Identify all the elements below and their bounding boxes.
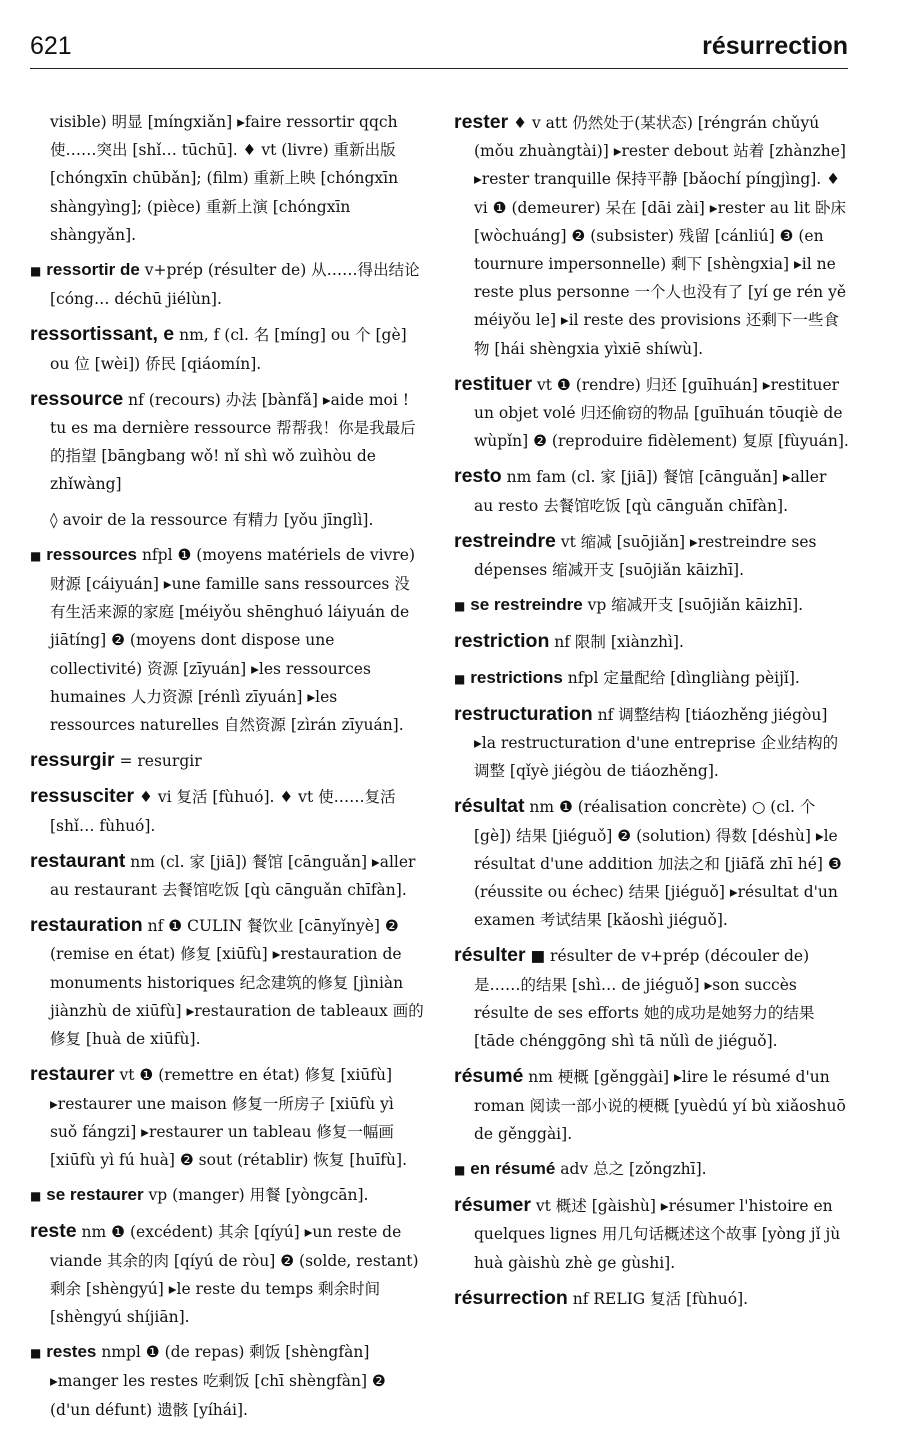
page-header: [30, 32, 848, 69]
dictionary-entry: [454, 527, 849, 584]
dictionary-entry: [454, 108, 849, 363]
entry-text: ◊ avoir de la ressource 有精力 [yǒu jīnglì].: [50, 510, 374, 529]
entry-headword: résulter: [454, 944, 526, 967]
dictionary-entry: [30, 746, 425, 775]
dictionary-entry: [30, 320, 425, 377]
entry-text: nm ❶ (excédent) 其余 [qíyú] ▸un reste de viande 其余的肉 [qíyú de ròu] ❷ (solde, restant) 剩余 [shèngyú] ▸le reste du temps 剩余时间 [shèngyú shíjiān].: [50, 1223, 419, 1326]
dictionary-subentry: [454, 664, 849, 693]
dictionary-idiom: [30, 506, 425, 534]
entry-text: vp (manger) 用餐 [yòngcān].: [143, 1186, 369, 1205]
dictionary-subentry: [30, 1181, 425, 1210]
square-bullet-icon: ■: [454, 599, 466, 614]
entry-text: v+prép (résulter de) 从……得出结论 [cóng… déchū jiélùn].: [50, 261, 420, 309]
entry-headword: reste: [30, 1220, 77, 1243]
subentry-word: ressources: [46, 544, 138, 564]
entry-text: nm, f (cl. 名 [míng] ou 个 [gè] ou 位 [wèi]) 侨民 [qiáomín].: [50, 326, 407, 373]
entry-headword: restauration: [30, 914, 143, 937]
entry-text: nf 调整结构 [tiáozhěng jiégòu] ▸la restructuration d'une entreprise 企业结构的调整 [qǐyè jiégòu de tiáozhěng].: [474, 705, 839, 781]
running-head: résurrection: [702, 32, 848, 60]
dictionary-entry: [30, 782, 425, 839]
page-number: 621: [30, 32, 72, 60]
entry-text: = resurgir: [114, 752, 202, 771]
entry-text: vp 缩减开支 [suōjiǎn kāizhī].: [582, 596, 804, 615]
entry-text: ♦ v att 仍然处于(某状态) [réngrán chǔyú (mǒu zhuàngtài)] ▸rester debout 站着 [zhànzhe] ▸rester tranquille 保持平静 [bǎochí píngjìng]. ♦ vi ❶ (demeurer) 呆在 [dāi zài] ▸rester au lit 卧床 [wòchuáng] ❷ (subsister) 残留 [cánliú] ❸ (en tournure impersonnelle) 剩下 [shèngxia] ▸il ne reste plus personne 一个人也没有了 [yí ge rén yě méiyǒu le] ▸il reste des provisions 还剩下一些食物 [hái shèngxia yìxiē shíwù].: [474, 114, 847, 358]
entry-headword: ressurgir: [30, 749, 115, 772]
entry-headword: ressortissant, e: [30, 323, 175, 346]
dictionary-entry: [454, 462, 849, 519]
subentry-word: se restaurer: [46, 1185, 144, 1205]
entry-text: ■ résulter de v+prép (découler de) 是……的结果 [shì… de jiéguǒ] ▸son succès résulte de ses efforts 她的成功是她努力的结果 [tāde chénggōng shì tā nǔlì de jiéguǒ].: [474, 947, 815, 1051]
entry-headword: rester: [454, 111, 509, 133]
square-bullet-icon: ■: [30, 1346, 42, 1361]
entry-headword: résultat: [454, 795, 525, 818]
entry-headword: ressource: [30, 387, 124, 410]
dictionary-entry: [454, 1191, 849, 1277]
entry-text: nm fam (cl. 家 [jiā]) 餐馆 [cānguǎn] ▸aller au resto 去餐馆吃饭 [qù cānguǎn chīfàn].: [474, 468, 827, 515]
dictionary-subentry: [454, 591, 849, 620]
dictionary-entry: [30, 847, 425, 904]
entry-text: nm ❶ (réalisation concrète) ○ (cl. 个 [gè]) 结果 [jiéguǒ] ❷ (solution) 得数 [déshù] ▸le résultat d'une addition 加法之和 [jiāfǎ zhī hé] ❸ (réussite ou échec) 结果 [jiéguǒ] ▸résultat d'un examen 考试结果 [kǎoshì jiéguǒ].: [474, 798, 842, 930]
dictionary-entry: [454, 627, 849, 656]
entry-headword: résurrection: [454, 1286, 568, 1309]
entry-text: vt 概述 [gàishù] ▸résumer l'histoire en quelques lignes 用几句话概述这个故事 [yòng jǐ jù huà gàishù zhè ge gùshi].: [474, 1197, 841, 1272]
dictionary-entry: [30, 1060, 425, 1174]
entry-text: nm 梗概 [gěnggài] ▸lire le résumé d'un roman 阅读一部小说的梗概 [yuèdú yí bù xiǎoshuō de gěnggài].: [474, 1068, 846, 1143]
subentry-word: en résumé: [470, 1158, 556, 1178]
dictionary-entry: [454, 941, 849, 1055]
right-column: [454, 108, 849, 1320]
entry-text: visible) 明显 [míngxiǎn] ▸faire ressortir qqch 使……突出 [shǐ… tūchū]. ♦ vt (livre) 重新出版 [chóngxīn chūbǎn]; (film) 重新上映 [chóngxīn shàngyìng]; (pièce) 重新上演 [chóngxīn shàngyǎn].: [50, 113, 399, 244]
square-bullet-icon: ■: [454, 1162, 466, 1177]
dictionary-entry: [454, 792, 849, 934]
entry-headword: résumé: [454, 1065, 524, 1088]
entry-text: nmpl ❶ (de repas) 剩饭 [shèngfàn] ▸manger les restes 吃剩饭 [chī shèngfàn] ❷ (d'un défunt) 遗骸 [yíhái].: [50, 1343, 386, 1419]
entry-text: nf ❶ CULIN 餐饮业 [cānyǐnyè] ❷ (remise en état) 修复 [xiūfù] ▸restauration de monuments historiques 纪念建筑的修复 [jìniàn jiànzhù de xiūfù] ▸restauration de tableaux 画的修复 [huà de xiūfù].: [50, 917, 424, 1049]
entry-text: vt 缩减 [suōjiǎn] ▸restreindre ses dépenses 缩减开支 [suōjiǎn kāizhī].: [474, 532, 817, 580]
entry-text: adv 总之 [zǒngzhī].: [555, 1159, 707, 1178]
subentry-word: restrictions: [470, 667, 563, 687]
dictionary-entry: [30, 385, 425, 499]
entry-headword: restriction: [454, 630, 550, 653]
dictionary-entry: [454, 1284, 849, 1313]
entry-headword: restaurer: [30, 1063, 115, 1086]
dictionary-entry: [30, 911, 425, 1053]
entry-headword: restructuration: [454, 702, 593, 725]
entry-headword: restreindre: [454, 529, 556, 552]
dictionary-entry: [30, 1217, 425, 1331]
dictionary-entry: [30, 108, 425, 249]
entry-headword: resto: [454, 465, 502, 488]
entry-text: vt ❶ (remettre en état) 修复 [xiūfù] ▸restaurer une maison 修复一所房子 [xiūfù yì suǒ fángzi] ▸restaurer un tableau 修复一幅画 [xiūfù yì fú huà] ❷ sout (rétablir) 恢复 [huīfù].: [50, 1066, 407, 1169]
dictionary-subentry: [30, 256, 425, 313]
square-bullet-icon: ■: [30, 1189, 42, 1204]
entry-text: nf (recours) 办法 [bànfǎ] ▸aide moi ! tu es ma dernière ressource 帮帮我！你是我最后的指望 [bāngbang wǒ! nǐ shì wǒ zuìhòu de zhǐwàng]: [50, 390, 416, 494]
entry-text: nf RELIG 复活 [fùhuó].: [567, 1289, 749, 1308]
square-bullet-icon: ■: [454, 671, 466, 686]
entry-text: nm (cl. 家 [jiā]) 餐馆 [cānguǎn] ▸aller au restaurant 去餐馆吃饭 [qù cānguǎn chīfàn].: [50, 852, 416, 900]
subentry-word: se restreindre: [470, 595, 583, 615]
entry-text: vt ❶ (rendre) 归还 [guīhuán] ▸restituer un objet volé 归还偷窃的物品 [guīhuán tōuqiè de wùpǐn] ❷ (reproduire fidèlement) 复原 [fùyuán].: [474, 375, 849, 451]
subentry-word: restes: [46, 1342, 97, 1362]
entry-text: ♦ vi 复活 [fùhuó]. ♦ vt 使……复活 [shǐ… fùhuó].: [50, 788, 396, 835]
left-column: [30, 108, 425, 1431]
dictionary-entry: [454, 370, 849, 456]
dictionary-subentry: [30, 541, 425, 739]
entry-text: nf 限制 [xiànzhì].: [549, 633, 684, 652]
dictionary-subentry: [454, 1155, 849, 1184]
entry-headword: restaurant: [30, 849, 126, 872]
entry-headword: ressusciter: [30, 785, 135, 808]
entry-headword: résumer: [454, 1194, 531, 1217]
subentry-word: ressortir de: [46, 260, 140, 280]
entry-headword: restituer: [454, 372, 533, 395]
entry-text: nfpl 定量配给 [dìngliàng pèijǐ].: [562, 668, 800, 687]
dictionary-entry: [454, 700, 849, 786]
dictionary-subentry: [30, 1338, 425, 1424]
entry-text: nfpl ❶ (moyens matériels de vivre) 财源 [cáiyuán] ▸une famille sans ressources 没有生活来源的家庭 [méiyǒu shēnghuó láiyuán de jiātíng] ❷ (moyens dont dispose une collectivité) 资源 [zīyuán] ▸les ressources humaines 人力资源 [rénlì zīyuán] ▸les ressources naturelles 自然资源 [zìrán zīyuán].: [50, 545, 416, 735]
square-bullet-icon: ■: [30, 264, 42, 279]
dictionary-entry: [454, 1062, 849, 1148]
square-bullet-icon: ■: [30, 548, 42, 563]
